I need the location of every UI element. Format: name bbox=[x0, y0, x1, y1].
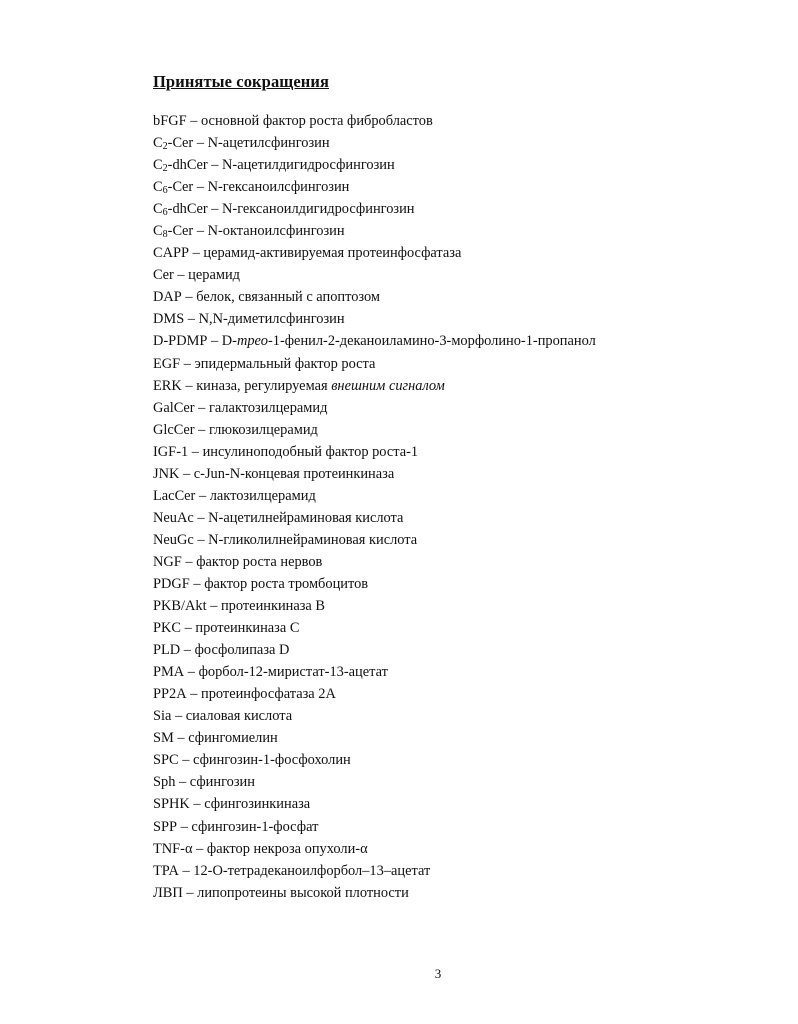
list-item: GalCer – галактозилцерамид bbox=[153, 399, 328, 416]
list-item: PKB/Akt – протеинкиназа B bbox=[153, 598, 326, 615]
definition: 12-О-тетрадеканоилфорбол–13–ацетат bbox=[193, 862, 431, 879]
list-item: ЛВП – липопротеины высокой плотности bbox=[153, 884, 409, 901]
abbreviation: $C_6$-dhCer bbox=[153, 201, 208, 219]
abbreviation: GalCer bbox=[153, 399, 195, 416]
list-item: bFGF – основной фактор роста фибробластов bbox=[153, 113, 433, 129]
list-item: Sia – сиаловая кислота bbox=[153, 708, 293, 725]
definition: протеинфосфатаза 2A bbox=[201, 686, 336, 703]
list-item: CAPP – церамид-активируемая протеинфосфатаза bbox=[153, 245, 462, 262]
list-item: PMA – форбол-12-миристат-13-ацетат bbox=[153, 664, 388, 681]
list-item: GlcCer – глюкозилцерамид bbox=[153, 421, 318, 438]
abbreviation: SPC bbox=[153, 752, 179, 769]
abbreviation: PLD bbox=[153, 642, 181, 659]
list-item: IGF-1 – инсулиноподобный фактор роста-1 bbox=[153, 443, 419, 460]
list-item: SM – сфингомиелин bbox=[153, 730, 278, 747]
definition: глюкозилцерамид bbox=[208, 421, 318, 438]
list-item: $C_6$-dhCer – N-гексаноилдигидросфингозин bbox=[153, 201, 415, 219]
abbreviation: TPA bbox=[153, 862, 179, 879]
abbreviation: Cer bbox=[153, 267, 174, 284]
list-item: SPC – сфингозин-1-фосфохолин bbox=[153, 752, 351, 769]
abbreviation: $C_2$-Cer bbox=[153, 135, 194, 153]
definition: сфингозин-1-фосфат bbox=[191, 818, 319, 835]
abbreviation: SM bbox=[153, 730, 174, 747]
abbreviation: PKC bbox=[153, 620, 181, 637]
list-item: NeuAc – N-ацетилнейраминовая кислота bbox=[153, 509, 404, 526]
definition: N-ацетилсфингозин bbox=[207, 135, 330, 152]
definition: сиаловая кислота bbox=[185, 708, 293, 725]
abbreviation: Sia bbox=[153, 708, 172, 725]
list-item: SPHK – сфингозинкиназа bbox=[153, 796, 311, 813]
abbreviation: NGF bbox=[153, 553, 182, 570]
list-item: $C_2$-dhCer – N-ацетилдигидросфингозин bbox=[153, 157, 395, 175]
list-item: DMS – N,N-диметилсфингозин bbox=[153, 311, 345, 328]
abbreviation: SPHK bbox=[153, 796, 190, 813]
list-item: PKC – протеинкиназа C bbox=[153, 620, 300, 637]
definition: сфингозин-1-фосфохолин bbox=[193, 752, 351, 769]
definition: N-ацетилнейраминовая кислота bbox=[208, 509, 404, 526]
abbreviation: DAP bbox=[153, 289, 182, 306]
definition: N-октаноилсфингозин bbox=[207, 223, 345, 240]
list-item: LacCer – лактозилцерамид bbox=[153, 487, 316, 504]
list-item: SPP – сфингозин-1-фосфат bbox=[153, 818, 319, 835]
list-item: ERK – киназа, регулируемая внешним сигналом bbox=[153, 377, 445, 394]
abbreviation: DMS bbox=[153, 311, 185, 328]
list-item: $C_2$-Cer – N-ацетилсфингозин bbox=[153, 135, 330, 153]
definition: галактозилцерамид bbox=[208, 399, 328, 416]
list-item: NGF – фактор роста нервов bbox=[153, 553, 323, 570]
abbreviation: JNK bbox=[153, 465, 180, 482]
list-item: D-PDMP – D-трео-1-фенил-2-деканоиламино-3-морфолино-1-пропанол bbox=[153, 333, 596, 350]
list-item: JNK – c-Jun-N-концевая протеинкиназа bbox=[153, 465, 395, 482]
list-item: $C_6$-Cer – N-гексаноилсфингозин bbox=[153, 179, 350, 197]
abbreviation-list bbox=[153, 110, 773, 904]
list-item: DAP – белок, связанный с апоптозом bbox=[153, 289, 381, 306]
definition: белок, связанный с апоптозом bbox=[196, 289, 381, 306]
definition: киназа, регулируемая внешним сигналом bbox=[196, 377, 445, 394]
list-item: TNF-α – фактор некроза опухоли-α bbox=[153, 840, 368, 857]
definition: церамид-активируемая протеинфосфатаза bbox=[203, 245, 462, 262]
list-item: PLD – фосфолипаза D bbox=[153, 642, 290, 659]
abbreviation: Sph bbox=[153, 774, 176, 791]
abbreviation: PKB/Akt bbox=[153, 598, 207, 615]
definition: сфингозинкиназа bbox=[204, 796, 311, 813]
abbreviation: NeuGc bbox=[153, 531, 194, 548]
definition: N-гексаноилсфингозин bbox=[207, 179, 350, 196]
definition: N-ацетилдигидросфингозин bbox=[222, 157, 395, 174]
definition: фактор роста тромбоцитов bbox=[204, 575, 369, 592]
page-number: 3 bbox=[434, 966, 442, 981]
list-item: $C_8$-Cer – N-октаноилсфингозин bbox=[153, 223, 345, 241]
list-item: EGF – эпидермальный фактор роста bbox=[153, 355, 376, 372]
list-item: TPA – 12-О-тетрадеканоилфорбол–13–ацетат bbox=[153, 862, 431, 879]
abbreviation: $C_8$-Cer bbox=[153, 223, 194, 241]
definition: лактозилцерамид bbox=[209, 487, 316, 504]
definition: фактор некроза опухоли-α bbox=[206, 840, 368, 857]
list-item: Cer – церамид bbox=[153, 267, 240, 284]
definition: протеинкиназа C bbox=[195, 620, 300, 637]
abbreviation: LacCer bbox=[153, 487, 196, 504]
abbreviation: CAPP bbox=[153, 245, 189, 262]
abbreviation: NeuAc bbox=[153, 509, 194, 526]
abbreviation: PDGF bbox=[153, 575, 190, 592]
abbreviation: PMA bbox=[153, 664, 185, 681]
definition: церамид bbox=[188, 267, 240, 284]
definition: N-гликолилнейраминовая кислота bbox=[208, 531, 418, 548]
definition: D-трео-1-фенил-2-деканоиламино-3-морфолино-1-пропанол bbox=[221, 333, 596, 350]
definition: N,N-диметилсфингозин bbox=[198, 311, 345, 328]
definition: протеинкиназа B bbox=[220, 598, 326, 615]
definition: фактор роста нервов bbox=[196, 553, 323, 570]
definition: основной фактор роста фибробластов bbox=[201, 113, 433, 129]
list-item: Sph – сфингозин bbox=[153, 774, 255, 791]
definition: c-Jun-N-концевая протеинкиназа bbox=[193, 465, 395, 482]
abbreviation: $C_2$-dhCer bbox=[153, 157, 208, 175]
definition: липопротеины высокой плотности bbox=[197, 884, 409, 901]
definition: эпидермальный фактор роста bbox=[194, 355, 376, 372]
list-item: PP2A – протеинфосфатаза 2A bbox=[153, 686, 336, 703]
definition: инсулиноподобный фактор роста-1 bbox=[202, 443, 419, 460]
definition: сфингозин bbox=[189, 774, 255, 791]
page-title: Принятые сокращения bbox=[153, 72, 329, 91]
abbreviation: TNF-α bbox=[153, 840, 193, 857]
abbreviation: bFGF bbox=[153, 113, 187, 129]
abbreviation: SPP bbox=[153, 818, 178, 835]
abbreviation: $C_6$-Cer bbox=[153, 179, 194, 197]
abbreviation: GlcCer bbox=[153, 421, 195, 438]
definition: сфингомиелин bbox=[188, 730, 278, 747]
definition: N-гексаноилдигидросфингозин bbox=[222, 201, 415, 218]
definition: форбол-12-миристат-13-ацетат bbox=[198, 664, 388, 681]
list-item: NeuGc – N-гликолилнейраминовая кислота bbox=[153, 531, 418, 548]
definition: фосфолипаза D bbox=[194, 642, 290, 659]
abbreviation: IGF-1 bbox=[153, 443, 189, 460]
abbreviation: ERK bbox=[153, 377, 182, 394]
abbreviation: EGF bbox=[153, 355, 181, 372]
abbreviation: D-PDMP bbox=[153, 333, 208, 350]
list-item: PDGF – фактор роста тромбоцитов bbox=[153, 575, 369, 592]
abbreviation: PP2A bbox=[153, 686, 187, 703]
abbreviation: ЛВП bbox=[153, 884, 183, 901]
